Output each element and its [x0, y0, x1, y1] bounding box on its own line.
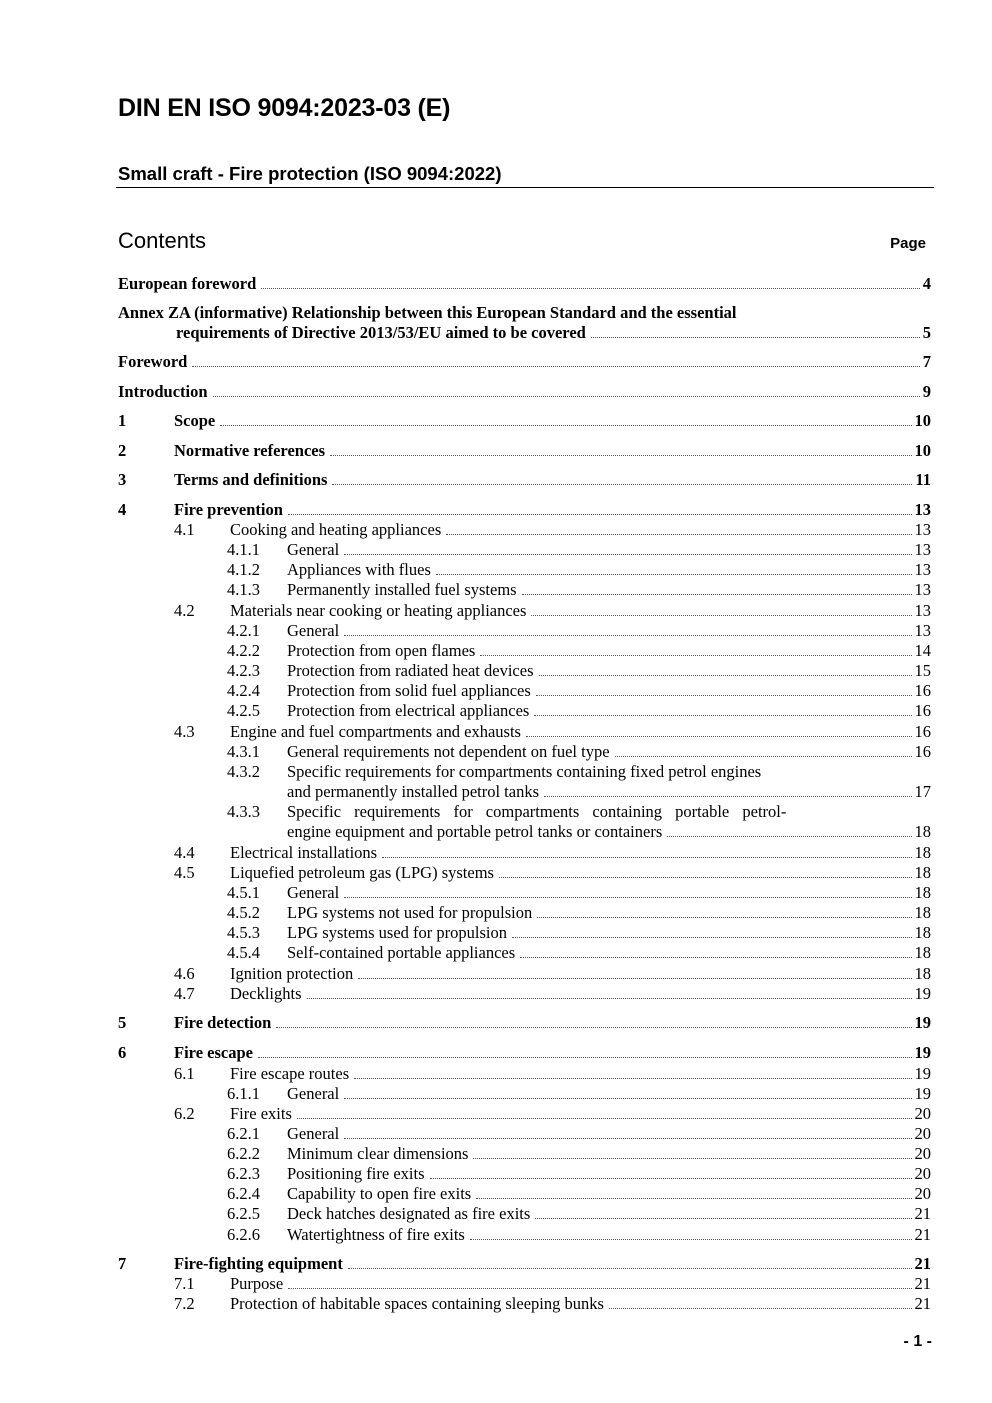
toc-entry-4-7[interactable]: [118, 984, 931, 1004]
dot-leader: [258, 1044, 912, 1058]
toc-title: Watertightness of fire exits: [287, 1225, 465, 1244]
toc-page: 7: [922, 352, 931, 371]
toc-entry-4-3-1[interactable]: [118, 742, 931, 762]
toc-entry-4-1[interactable]: [118, 520, 931, 540]
dot-leader: [220, 412, 911, 426]
dot-leader: [297, 1105, 912, 1119]
toc-page: 19: [914, 984, 931, 1003]
toc-entry-4-1-2[interactable]: [118, 560, 931, 580]
dot-leader: [192, 353, 919, 367]
toc-page: 11: [915, 470, 931, 489]
toc-entry-7-2[interactable]: [118, 1294, 931, 1314]
toc-entry-6-2-1[interactable]: [118, 1124, 931, 1144]
toc-number: 4.7: [174, 984, 195, 1003]
toc-number: 4.5.4: [227, 943, 260, 962]
toc-entry-4-5[interactable]: [118, 863, 931, 883]
dot-leader: [526, 723, 912, 737]
toc-entry-european-foreword[interactable]: [118, 274, 931, 294]
toc-page: 21: [914, 1294, 931, 1313]
toc-title: General: [287, 1124, 340, 1143]
toc-title: Foreword: [118, 352, 188, 371]
toc-number: 4.6: [174, 964, 195, 983]
toc-page: 18: [914, 883, 931, 902]
toc-number: 3: [118, 470, 127, 489]
toc-number: 6.1: [174, 1064, 195, 1083]
toc-entry-annex-za[interactable]: [118, 303, 931, 343]
toc-number: 4.2.4: [227, 681, 260, 700]
toc-page: 21: [914, 1274, 931, 1293]
toc-page: 19: [914, 1013, 931, 1032]
toc-title-line1: Specific requirements for compartments containing fixed petrol engines: [287, 762, 762, 781]
toc-title-line2: requirements of Directive 2013/53/EU aimed to be covered: [176, 323, 586, 342]
toc-page: 14: [914, 641, 931, 660]
toc-entry-4-5-4[interactable]: [118, 943, 931, 963]
toc-entry-6-2-6[interactable]: [118, 1225, 931, 1245]
toc-page: 19: [914, 1064, 931, 1083]
toc-page: 21: [914, 1204, 931, 1223]
dot-leader: [344, 1085, 911, 1099]
toc-title: Capability to open fire exits: [287, 1184, 472, 1203]
toc-page: 13: [914, 580, 931, 599]
toc-title: Appliances with flues: [287, 560, 431, 579]
dot-leader: [213, 383, 920, 397]
toc-title: Electrical installations: [230, 843, 378, 862]
toc-title: Engine and fuel compartments and exhausts: [230, 722, 521, 741]
toc-title: European foreword: [118, 274, 257, 293]
toc-number: 2: [118, 441, 127, 460]
toc-number: 4.2.2: [227, 641, 260, 660]
toc-title: General: [287, 883, 340, 902]
toc-page: 18: [914, 822, 931, 841]
toc-title: Protection from solid fuel appliances: [287, 681, 531, 700]
toc-title: Terms and definitions: [174, 470, 328, 489]
toc-entry-4-6[interactable]: [118, 964, 931, 984]
toc-entry-2[interactable]: [118, 441, 931, 461]
toc-number: 4.3.3: [227, 802, 260, 821]
toc-number: 4.2: [174, 601, 195, 620]
toc-entry-4-3-2[interactable]: [118, 762, 931, 802]
toc-page: 4: [922, 274, 931, 293]
dot-leader: [330, 442, 911, 456]
toc-title: Fire prevention: [174, 500, 283, 519]
dot-leader: [520, 944, 911, 958]
toc-entry-foreword[interactable]: [118, 352, 931, 372]
toc-number: 4.3: [174, 722, 195, 741]
toc-number: 1: [118, 411, 127, 430]
toc-number: 4.5.3: [227, 923, 260, 942]
toc-title: Deck hatches designated as fire exits: [287, 1204, 531, 1223]
dot-leader: [307, 985, 912, 999]
toc-page: 20: [914, 1104, 931, 1123]
toc-number: 4.3.1: [227, 742, 260, 761]
dot-leader: [609, 1295, 912, 1309]
toc-number: 4: [118, 500, 127, 519]
dot-leader: [512, 924, 912, 938]
toc-title: Decklights: [230, 984, 302, 1003]
toc-page: 20: [914, 1124, 931, 1143]
dot-leader: [344, 884, 911, 898]
dot-leader: [536, 682, 912, 696]
toc-title: Cooking and heating appliances: [230, 520, 442, 539]
toc-page: 13: [914, 621, 931, 640]
toc-page: 16: [914, 701, 931, 720]
toc-title: General: [287, 1084, 340, 1103]
toc-entry-4-2-1[interactable]: [118, 621, 931, 641]
toc-number: 4.3.2: [227, 762, 260, 781]
toc-entry-4[interactable]: [118, 500, 931, 520]
dot-leader: [288, 1275, 911, 1289]
toc-entry-4-2-5[interactable]: [118, 701, 931, 721]
toc-number: 6.2.6: [227, 1225, 260, 1244]
toc-title: Introduction: [118, 382, 208, 401]
toc-entry-7-1[interactable]: [118, 1274, 931, 1294]
toc-title: Protection from electrical appliances: [287, 701, 530, 720]
toc-page: 13: [914, 560, 931, 579]
toc-page: 19: [914, 1043, 931, 1062]
toc-page: 10: [914, 441, 931, 460]
toc-number: 6: [118, 1043, 127, 1062]
toc-number: 4.1.2: [227, 560, 260, 579]
toc-entry-6-1[interactable]: [118, 1064, 931, 1084]
toc-number: 4.5: [174, 863, 195, 882]
toc-title: Minimum clear dimensions: [287, 1144, 469, 1163]
toc-number: 6.2.5: [227, 1204, 260, 1223]
toc-title: Ignition protection: [230, 964, 354, 983]
toc-title: Permanently installed fuel systems: [287, 580, 517, 599]
toc-number: 6.2.3: [227, 1164, 260, 1183]
toc-page: 18: [914, 903, 931, 922]
toc-title-line2: and permanently installed petrol tanks: [287, 782, 540, 801]
contents-heading: Contents: [118, 228, 207, 253]
toc-title: Fire detection: [174, 1013, 272, 1032]
page-column-heading: Page: [890, 235, 926, 252]
toc-entry-7[interactable]: [118, 1254, 931, 1274]
toc-page: 18: [914, 843, 931, 862]
toc-page: 15: [914, 661, 931, 680]
dot-leader: [358, 965, 911, 979]
toc-page: 18: [914, 923, 931, 942]
toc-page: 5: [922, 323, 931, 342]
toc-entry-6-2[interactable]: [118, 1104, 931, 1124]
toc-page: 9: [922, 382, 931, 401]
dot-leader: [531, 602, 911, 616]
toc-entry-6-2-5[interactable]: [118, 1204, 931, 1224]
toc-title: LPG systems used for propulsion: [287, 923, 507, 942]
toc-number: 4.2.1: [227, 621, 260, 640]
dot-leader: [332, 471, 912, 485]
toc-title: Purpose: [230, 1274, 284, 1293]
toc-page: 18: [914, 943, 931, 962]
toc-title: LPG systems not used for propulsion: [287, 903, 533, 922]
toc-title: Protection of habitable spaces containing sleeping bunks: [230, 1294, 604, 1313]
toc-entry-6-2-3[interactable]: [118, 1164, 931, 1184]
dot-leader: [430, 1165, 912, 1179]
dot-leader: [382, 844, 911, 858]
toc-page: 16: [914, 681, 931, 700]
toc-title: General: [287, 540, 340, 559]
dot-leader: [615, 743, 912, 757]
toc-entry-4-4[interactable]: [118, 843, 931, 863]
toc-page: 13: [914, 601, 931, 620]
toc-title-line1: Annex ZA (informative) Relationship between this European Standard and the essential: [118, 303, 737, 322]
toc-page: 13: [914, 540, 931, 559]
dot-leader: [476, 1185, 911, 1199]
toc-page: 21: [914, 1225, 931, 1244]
toc-title: Normative references: [174, 441, 326, 460]
toc-page: 16: [914, 742, 931, 761]
toc-number: 6.2.4: [227, 1184, 260, 1203]
toc-entry-4-2-3[interactable]: [118, 661, 931, 681]
toc-number: 4.2.3: [227, 661, 260, 680]
toc-number: 5: [118, 1013, 127, 1032]
dot-leader: [354, 1065, 911, 1079]
dot-leader: [535, 1205, 911, 1219]
toc-number: 6.2.1: [227, 1124, 260, 1143]
toc-number: 6.2.2: [227, 1144, 260, 1163]
toc-page: 10: [914, 411, 931, 430]
toc-page: 20: [914, 1144, 931, 1163]
footer-page-number: - 1 -: [903, 1333, 932, 1350]
toc-number: 4.1.3: [227, 580, 260, 599]
dot-leader: [344, 1125, 911, 1139]
dot-leader: [499, 864, 912, 878]
toc-title: General requirements not dependent on fuel type: [287, 742, 610, 761]
toc-title-line2: engine equipment and portable petrol tanks or containers: [287, 822, 663, 841]
toc-title: Self-contained portable appliances: [287, 943, 516, 962]
toc-entry-5[interactable]: [118, 1013, 931, 1033]
toc-entry-3[interactable]: [118, 470, 931, 490]
toc-number: 4.5.1: [227, 883, 260, 902]
toc-page: 13: [914, 520, 931, 539]
toc-page: 16: [914, 722, 931, 741]
toc-entry-4-2[interactable]: [118, 601, 931, 621]
toc-title: Fire-fighting equipment: [174, 1254, 343, 1273]
dot-leader: [261, 275, 919, 289]
toc-title: Protection from open flames: [287, 641, 476, 660]
dot-leader: [534, 702, 911, 716]
toc-entry-4-1-3[interactable]: [118, 580, 931, 600]
toc-entry-4-2-4[interactable]: [118, 681, 931, 701]
toc-page: 18: [914, 964, 931, 983]
toc-number: 4.1.1: [227, 540, 260, 559]
toc-title: Fire escape: [174, 1043, 253, 1062]
dot-leader: [544, 783, 911, 797]
dot-leader: [348, 1255, 912, 1269]
dot-leader: [537, 904, 911, 918]
toc-entry-6-2-4[interactable]: [118, 1184, 931, 1204]
toc-number: 6.1.1: [227, 1084, 260, 1103]
toc-number: 4.2.5: [227, 701, 260, 720]
toc-title: Fire escape routes: [230, 1064, 350, 1083]
toc-entry-6-2-2[interactable]: [118, 1144, 931, 1164]
toc-entry-4-1-1[interactable]: [118, 540, 931, 560]
document-title: DIN EN ISO 9094:2023-03 (E): [118, 94, 451, 122]
toc-page: 17: [914, 782, 931, 801]
toc-page: 20: [914, 1184, 931, 1203]
dot-leader: [344, 622, 911, 636]
toc-entry-6-1-1[interactable]: [118, 1084, 931, 1104]
toc-title: General: [287, 621, 340, 640]
toc-title: Liquefied petroleum gas (LPG) systems: [230, 863, 494, 882]
toc-entry-4-5-2[interactable]: [118, 903, 931, 923]
toc-page: 13: [914, 500, 931, 519]
dot-leader: [276, 1014, 911, 1028]
toc-entry-4-5-3[interactable]: [118, 923, 931, 943]
dot-leader: [288, 501, 912, 515]
dot-leader: [344, 541, 911, 555]
toc-number: 7.2: [174, 1294, 195, 1313]
toc-title-line1: Specific requirements for compartments containing portable petrol-: [287, 802, 787, 821]
dot-leader: [522, 581, 912, 595]
toc-entry-4-3-3[interactable]: [118, 802, 931, 842]
dot-leader: [667, 823, 911, 837]
toc-page: 18: [914, 863, 931, 882]
toc-title: Fire exits: [230, 1104, 292, 1123]
toc-entry-4-3[interactable]: [118, 722, 931, 742]
toc-entry-1[interactable]: [118, 411, 931, 431]
dot-leader: [436, 561, 912, 575]
dot-leader: [591, 324, 920, 338]
toc-entry-6[interactable]: [118, 1043, 931, 1063]
toc-page: 21: [914, 1254, 931, 1273]
toc-title: Materials near cooking or heating appliances: [230, 601, 527, 620]
dot-leader: [473, 1145, 911, 1159]
toc-title: Positioning fire exits: [287, 1164, 425, 1183]
document-subtitle: Small craft - Fire protection (ISO 9094:2022): [118, 163, 502, 184]
toc-number: 4.4: [174, 843, 195, 862]
toc-page: 20: [914, 1164, 931, 1183]
toc-title: Scope: [174, 411, 216, 430]
toc-number: 6.2: [174, 1104, 195, 1123]
toc-title: Protection from radiated heat devices: [287, 661, 534, 680]
toc-entry-4-5-1[interactable]: [118, 883, 931, 903]
toc-number: 7.1: [174, 1274, 195, 1293]
toc-entry-introduction[interactable]: [118, 382, 931, 402]
toc-entry-4-2-2[interactable]: [118, 641, 931, 661]
dot-leader: [446, 521, 911, 535]
toc-number: 7: [118, 1254, 127, 1273]
toc-page: 19: [914, 1084, 931, 1103]
dot-leader: [480, 642, 911, 656]
toc-number: 4.1: [174, 520, 195, 539]
dot-leader: [470, 1226, 912, 1240]
dot-leader: [539, 662, 912, 676]
toc-number: 4.5.2: [227, 903, 260, 922]
